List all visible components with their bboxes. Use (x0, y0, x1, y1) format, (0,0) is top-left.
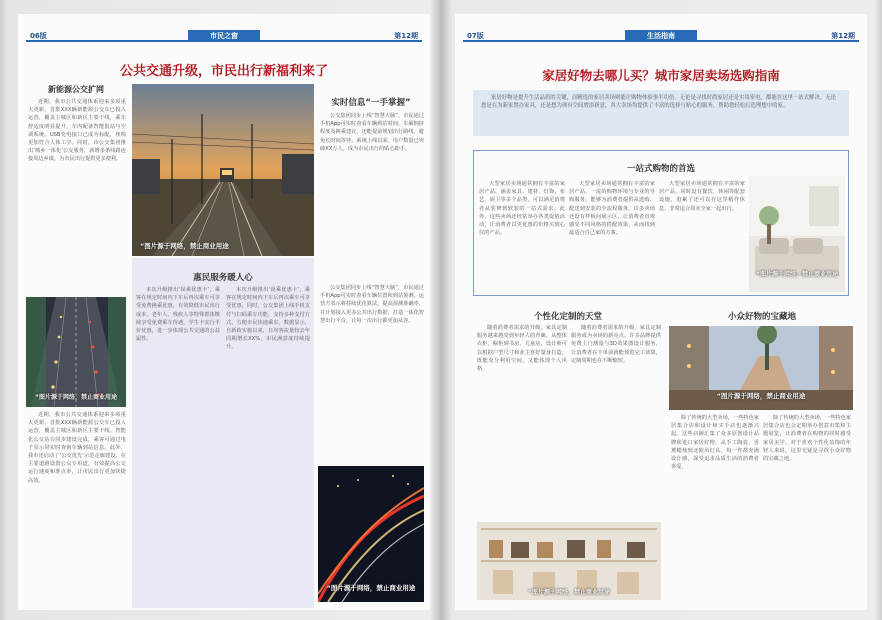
bus-expansion-title: 新能源公交扩网 (48, 85, 104, 94)
service-text-2: 本次升级推出‘误乘优惠卡’，乘客在规定时间内下车后再次乘车可享受优惠。同时，公交集团上线手机支付与扫码乘车功能，支持多种支付方式，方便市民快速乘车。数据显示，自新政实施以来，日均客流量较去年同期增长XX%，市民满意度持续提升。 (226, 287, 310, 351)
right-page-header (463, 30, 859, 42)
tram-sunset-photo (132, 84, 314, 256)
highway-photo-caption: “图片源于网络，禁止商业用途 (35, 394, 117, 401)
service-section-title: 惠民服务暖人心 (193, 273, 253, 283)
niche-text-1: 除了传统的大型卖场，一些特色家居集合店和设计师买手店也逐渐兴起。这些店铺汇集了众多原创设计品牌和进口家居好物，从手工陶瓷、香薰蜡烛到北欧风灯具，每一件都充满设计感，深受追求品质生活的消费者喜爱。 (671, 415, 759, 471)
right-issue-number: 第12期 (831, 32, 855, 40)
custom-text-1: 随着消费者需求的升级，家具定制服务越来越受到年轻人的青睐。从整体衣柜、橱柜到书房、儿童房，设计师可以根据户型尺寸和业主喜好量身打造，既能充分利用空间，又能体现个人风格。 (477, 325, 567, 373)
onestop-text-1: 大型家居卖场通常拥有丰富的家居产品，涵盖家具、建材、灯饰、布艺、厨卫等多个品类，可以满足消费者从装修到软装的一站式需求。此外，这些卖场还经常举办各类促销活动，让消费者以更优惠的价格买到心仪的产品。 (479, 181, 565, 237)
onestop-text-2: 大型家居卖场通常拥有丰富的家居产品，一流的购物环境与专业的导购服务，能够为消费者提供从选购、配送到安装的全流程服务。许多卖场还设有样板间展示区，让消费者直观感受不同风格的搭配效果，从而找到最适合自己家的方案。 (569, 181, 655, 237)
right-page (455, 14, 867, 610)
shopping-street-photo (669, 326, 853, 410)
left-page (18, 14, 430, 610)
service-text-1: 本次升级推出‘误乘优惠卡’，乘客在规定时间内下车后再次乘车可享受免费换乘优惠，有效降低市民出行成本。老年人、残疾人等特殊群体继续享受免费乘车待遇，学生卡实行半价优惠，进一步体现公共交通的公益属性。 (136, 287, 220, 343)
niche-text-2: 除了传统的大型卖场，一些特色家居集合店也会定期举办创意市集和主题展览，让消费者在购物的同时感受家居美学。对于喜欢个性化装饰的年轻人来说，这里无疑是寻找小众好物的宝藏之地。 (763, 415, 851, 463)
night-traffic-photo (318, 466, 424, 602)
realtime-info-title: 实时信息“一手掌握” (331, 98, 411, 108)
realtime-info-text-1: 公交集团同步上线“智慧大脑”，市民通过手机App可实时查看车辆到站时间、车厢拥挤程度及换乘建议，还能提前规划出行路线，避免长时间等待。系统上线以来，用户数量已突破XX万人，成为市民出行的贴心助手。 (320, 113, 424, 152)
right-section-label: 生活指南 (625, 30, 697, 42)
right-page-number: 07版 (467, 32, 484, 40)
shopping-street-caption: “图片源于网络，禁止商业用途 (716, 392, 806, 400)
left-issue-number: 第12期 (394, 32, 418, 40)
living-room-caption: “图片源于网络，禁止商业用途 (756, 271, 838, 278)
custom-text-2: 随着消费者需求的升级，家具定制服务成为卖场的新亮点。许多品牌提供免费上门测量与3D效果图设计服务，让消费者在下单前就能预览完工效果，定制周期也在不断缩短。 (571, 325, 661, 364)
boutique-caption: “图片源于网络，禁止商业用途 (528, 589, 610, 596)
left-headline: 公共交通升级，市民出行新福利来了 (119, 64, 328, 79)
boutique-photo (477, 522, 661, 600)
living-room-photo (749, 176, 845, 292)
tram-photo-caption: “图片源于网络，禁止商业用途 (140, 242, 229, 250)
bus-expansion-text-1: 近期，我市公共交通体系迎来多项重大更新。首批XXX辆新能源公交车已投入运营，覆盖主城区和新区主要干线，乘车舒适度明显提升，车内配备智能报站与空调系统。USB充电接口已成为标配，座椅更加符合人体工学。同时，市公交集团推出‘城乡一体化’公交服务，新增多条线路连接周边乡镇，为市民出行提供更多便利。 (28, 99, 126, 163)
right-lead-paragraph: 家居好物是提升生活品质的关键，而精选的家居卖场则能让购物体验事半功倍。无论是寻找时尚家居还是实用家电，都能在这里一站式解决。无论您是在为新家置办家具，还是想为现有空间增添新意，各大卖场均提供了丰富的选择与贴心的服务，帮助您轻松打造理想中的家。 (473, 90, 849, 136)
custom-title: 个性化定制的天堂 (533, 312, 602, 322)
left-page-header (26, 30, 422, 42)
onestop-text-3: 大型家居卖场通常拥有丰富的家居产品，同时设有餐饮、休闲等配套设施，逛累了还可以在这里稍作休息，非常适合周末全家一起出行。 (659, 181, 745, 212)
left-section-label: 市民之窗 (188, 30, 260, 42)
realtime-info-text-2: 公交集团同步上线“智慧大脑”，市民通过手机App可实时查看车辆位置和到站预测。运营方表示将持续优化算法，提高预测准确率，并计划接入更多公共出行数据，打造一体化智慧出行平台，让每一次出行都更加从容。 (320, 285, 424, 324)
highway-aerial-photo (26, 297, 126, 407)
onestop-title: 一站式购物的首选 (626, 164, 695, 174)
bus-expansion-text-2: 近期，我市公共交通体系迎来多项重大更新。首批XXX辆新能源公交车已投入运营，覆盖主城区和新区主要干线。智能化公交站台同步建设完成，乘客可通过电子显示屏实时查询车辆到站信息。此外，我市还启动了‘公交优先’示范走廊建设，在主要道路设置公交专用道，有效提高公交运行速度和准点率，让市民出行更加快捷高效。 (28, 412, 126, 484)
left-page-number: 06版 (30, 32, 47, 40)
night-photo-caption: “图片源于网络，禁止商业用途 (326, 584, 416, 592)
right-headline: 家居好物去哪儿买？城市家居卖场选购指南 (542, 68, 780, 83)
niche-title: 小众好物的宝藏地 (727, 312, 796, 322)
